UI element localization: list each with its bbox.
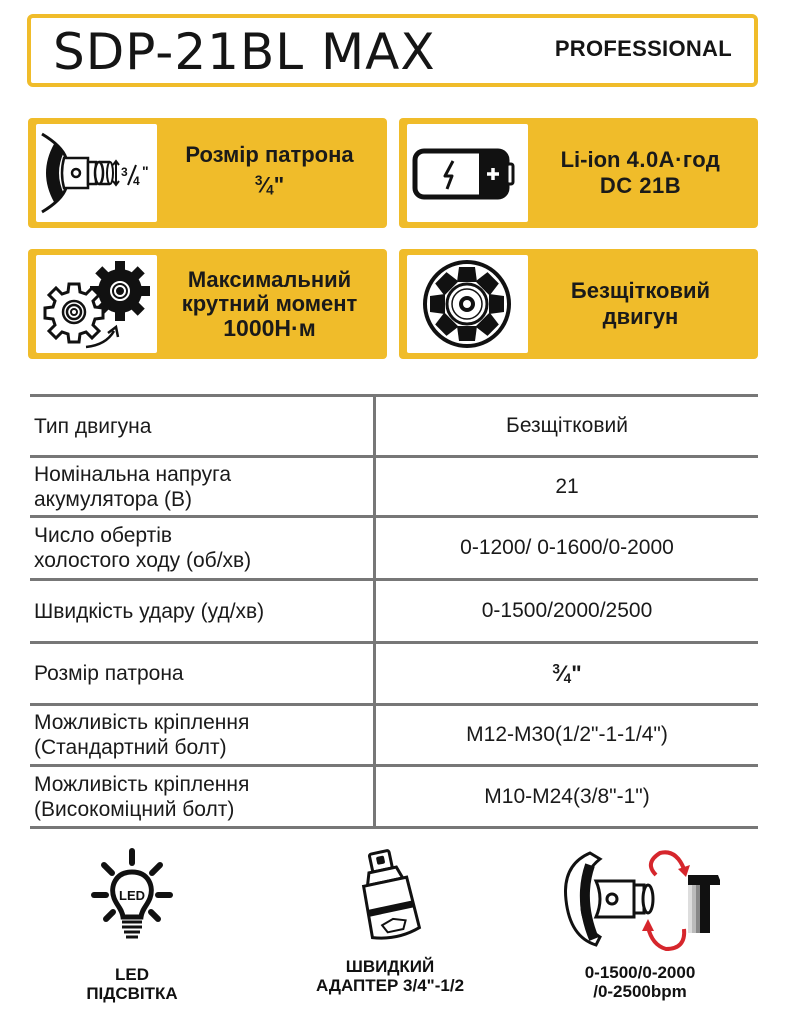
chuck-size-icon [36,124,157,222]
feature-impact-rate [545,845,735,1001]
tile-text [160,249,379,359]
spec-key: Число обертів холостого ходу (об/хв) [30,518,376,578]
tile-text [531,118,750,228]
feature-tile-brushless [399,249,758,359]
tile-label: Розмір патрона [185,142,354,168]
feature-caption: ШВИДКИЙ АДАПТЕР 3/4"-1/2 [315,957,465,995]
professional-tag: PROFESSIONAL [554,36,732,61]
spec-key: Швидкість удару (уд/хв) [30,581,376,641]
battery-icon [407,124,528,222]
spec-value: $^3⁄_4$" [552,660,582,686]
feature-led [62,845,202,1003]
table-row [30,397,758,458]
table-row [30,644,758,706]
feature-tile-battery [399,118,758,228]
svg-text:LED: LED [119,888,145,903]
spec-value: 0-1500/2000/2500 [481,599,653,622]
torque-label-line1: Максимальний [187,267,352,292]
feature-tile-chuck-size [28,118,387,228]
svg-text:4: 4 [133,174,140,188]
battery-voltage: DC 21В [599,173,682,198]
impact-rate-icon [560,845,720,955]
tile-text [160,118,379,228]
brushless-motor-icon [407,255,528,353]
battery-spec: Li-ion 4.0A·год [560,147,721,172]
gears-torque-icon [36,255,157,353]
spec-value: M10-M24(3/8"-1") [484,784,650,808]
tile-text [531,249,750,359]
spec-value: Безщітковий [506,414,628,437]
spec-key: Номінальна напруга акумулятора (В) [30,458,376,515]
torque-value: 1000Н·м [223,315,316,341]
table-row [30,767,758,829]
spec-key: Можливість кріплення (Стандартний болт) [30,706,376,764]
table-row [30,518,758,581]
svg-text:3: 3 [121,165,128,179]
chuck-size-value: $^3⁄_4$" [254,172,285,198]
table-row [30,581,758,644]
svg-text:": " [142,163,149,179]
spec-value: M12-M30(1/2"-1-1/4") [466,723,668,746]
motor-label-line2: двигун [602,304,679,329]
motor-label-line1: Безщітковий [570,278,711,303]
table-row [30,458,758,518]
model-name: SDP-21BL MAX [53,23,436,81]
spec-value: 0-1200/ 0-1600/0-2000 [460,536,674,559]
torque-label-line2: крутний момент [181,291,358,316]
feature-tile-torque [28,249,387,359]
spec-value: 21 [555,474,579,498]
spec-key: Тип двигуна [30,397,376,455]
table-row [30,706,758,767]
led-bulb-icon [82,845,182,945]
spec-table [30,394,758,829]
feature-caption: 0-1500/0-2000 /0-2500bpm [584,963,696,1001]
spec-key: Можливість кріплення (Високоміцний болт) [30,767,376,826]
feature-quick-adapter [285,845,495,995]
spec-key: Розмір патрона [30,644,376,703]
feature-caption: LED ПІДСВІТКА [86,965,178,1003]
quick-adapter-icon [340,845,440,945]
product-header [27,14,758,87]
